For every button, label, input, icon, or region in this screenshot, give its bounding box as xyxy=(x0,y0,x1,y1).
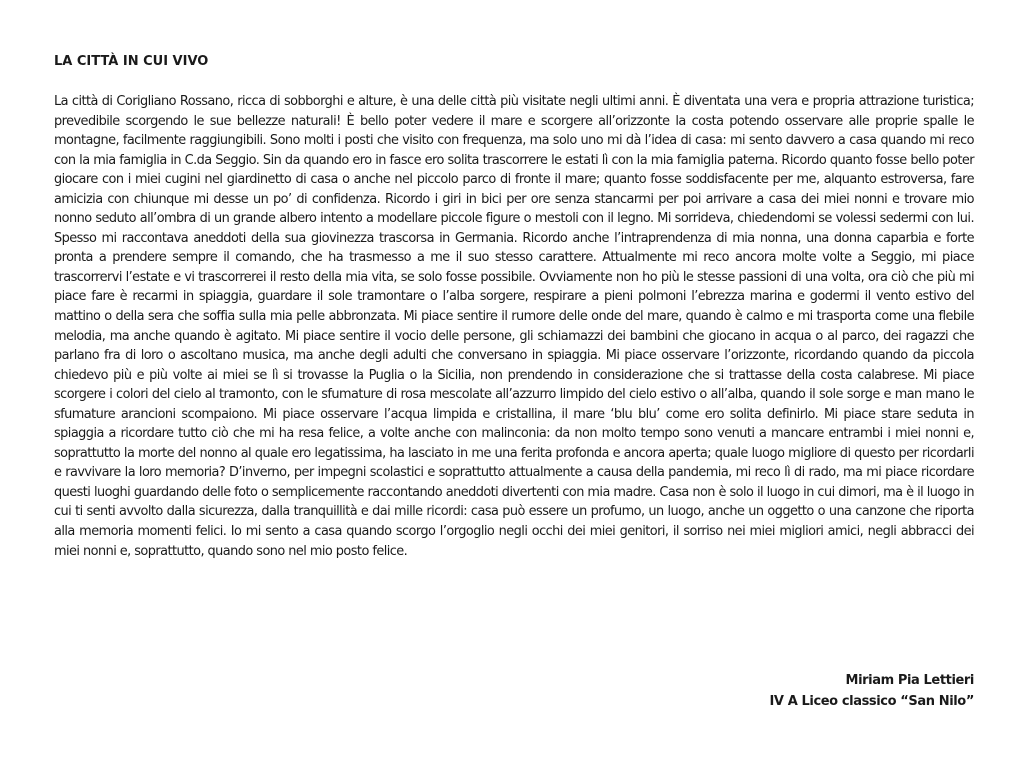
signature-block xyxy=(770,670,975,712)
author-name: Miriam Pia Lettieri xyxy=(845,673,974,688)
author-class-school: IV A Liceo classico “San Nilo” xyxy=(769,694,974,709)
document-title: LA CITTÀ IN CUI VIVO xyxy=(54,54,209,69)
document-page xyxy=(54,52,974,561)
document-body-text: La città di Corigliano Rossano, ricca di sobborghi e alture, è una delle città più visitate negli ultimi anni. È diventata una vera e propria attrazione turistica; prevedibile scorgendo le sue bellezze naturali! È bello poter vedere il mare e scorgere all’orizzonte la costa potendo osservare alle proprie spalle le montagne, facilmente raggiungibili. Sono molti i posti che visito con frequenza, ma solo uno mi dà l’idea di casa: mi sento davvero a casa quando mi reco con la mia famiglia in C.da Seggio. Sin da quando ero in fasce ero solita trascorrere le estati lì con la mia famiglia paterna. Ricordo quanto fosse bello poter giocare con i miei cugini nel giardinetto di casa o anche nel piccolo parco di fronte il mare; quanto fosse soddisfacente per me, alquanto estroversa, fare amicizia con chiunque mi desse un po’ di confidenza. Ricordo i giri in bici per ore senza stancarmi per poi arrivare a casa dei miei nonni e trovare mio nonno seduto all’ombra di un grande albero intento a modellare piccole figure o mestoli con il legno. Mi sorrideva, chiedendomi se volessi sedermi con lui. Spesso mi raccontava aneddoti della sua giovinezza trascorsa in Germania. Ricordo anche l’intraprendenza di mia nonna, una donna caparbia e forte pronta a prendere sempre il comando, che ha trasmesso a me il suo stesso carattere. Attualmente mi reco ancora molte volte a Seggio, mi piace trascorrervi l’estate e vi trascorrerei il resto della mia vita, se solo fosse possibile. Ovviamente non ho più le stesse passioni di una volta, ora ciò che più mi piace fare è recarmi in spiaggia, guardare il sole tramontare o l’alba sorgere, respirare a pieni polmoni l’ebrezza marina e godermi il vento estivo del mattino o della sera che soffia sulla mia pelle abbronzata. Mi piace sentire il rumore delle onde del mare, quando è calmo e mi trasporta come una flebile melodia, ma anche quando è agitato. Mi piace sentire il vocio delle persone, gli schiamazzi dei bambini che giocano in acqua o al parco, dei ragazzi che parlano fra di loro o ascoltano musica, ma anche degli adulti che conversano in spiaggia. Mi piace osservare l’orizzonte, ricordando quando da piccola chiedevo più e più volte ai miei se lì si trovasse la Puglia o la Sicilia, non prendendo in considerazione che si trattasse della costa calabrese. Mi piace scorgere i colori del cielo al tramonto, con le sfumature di rosa mescolate all’azzurro limpido del cielo estivo o all’alba, quando il sole sorge e man mano le sfumature arancioni scompaiono. Mi piace osservare l’acqua limpida e cristallina, il mare ‘blu blu’ come ero solita definirlo. Mi piace stare seduta in spiaggia a ricordare tutto ciò che mi ha resa felice, a volte anche con malinconia: da non molto tempo sono venuti a mancare entrambi i miei nonni e, soprattutto la morte del nonno al quale ero legatissima, ha lasciato in me una ferita profonda e ancora aperta; quale luogo migliore di questo per ricordarli e ravvivare la loro memoria? D’inverno, per impegni scolastici e soprattutto attualmente a causa della pandemia, mi reco lì di rado, ma mi piace ricordare questi luoghi guardando delle foto o semplicemente raccontando aneddoti divertenti con mia madre. Casa non è solo il luogo in cui dimori, ma è il luogo in cui ti senti avvolto dalla sicurezza, dalla tranquillità e dai mille ricordi: casa può essere un profumo, un luogo, anche un oggetto o una canzone che riporta alla memoria momenti felici. Io mi sento a casa quando scorgo l’orgoglio negli occhi dei miei genitori, il sorriso nei miei migliori amici, negli abbracci dei miei nonni e, soprattutto, quando sono nel mio posto felice. xyxy=(54,94,974,559)
